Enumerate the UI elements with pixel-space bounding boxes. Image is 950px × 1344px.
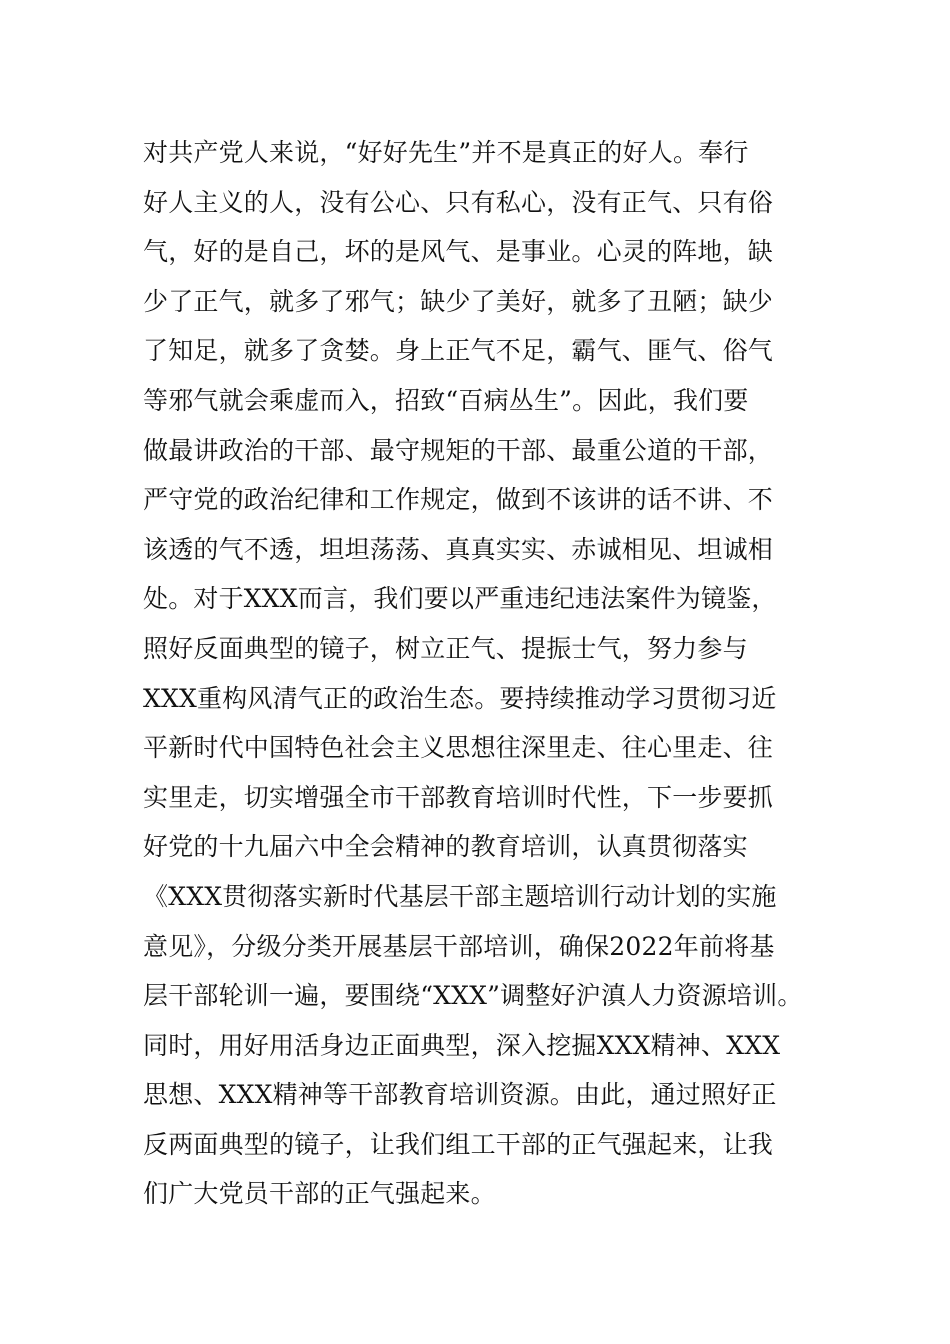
text-line-15: 好党的十九届六中全会精神的教育培训，认真贯彻落实 — [143, 832, 748, 862]
text-line-9: 该透的气不透，坦坦荡荡、真真实实、赤诚相见、坦诚相 — [143, 534, 774, 564]
text-line-3: 气，好的是自己，坏的是风气、是事业。心灵的阵地，缺 — [143, 237, 774, 267]
text-line-19: 同时，用好用活身边正面典型，深入挖掘XXX精神、XXX — [143, 1030, 781, 1060]
text-line-8: 严守党的政治纪律和工作规定，做到不该讲的话不讲、不 — [143, 485, 774, 515]
text-line-6: 等邪气就会乘虚而入，招致“百病丛生”。因此，我们要 — [143, 385, 749, 415]
text-line-11: 照好反面典型的镜子，树立正气、提振士气，努力参与 — [143, 633, 748, 663]
text-line-2: 好人主义的人，没有公心、只有私心，没有正气、只有俗 — [143, 187, 774, 217]
text-line-1: 对共产党人来说，“好好先生”并不是真正的好人。奉行 — [143, 138, 749, 167]
text-line-22: 们广大党员干部的正气强起来。 — [143, 1179, 496, 1209]
text-line-14: 实里走，切实增强全市干部教育培训时代性，下一步要抓 — [143, 782, 774, 812]
text-line-17: 意见》，分级分类开展基层干部培训，确保2022年前将基 — [143, 931, 775, 961]
text-line-21: 反两面典型的镜子，让我们组工干部的正气强起来，让我 — [143, 1129, 774, 1159]
text-line-20: 思想、XXX精神等干部教育培训资源。由此，通过照好正 — [143, 1080, 777, 1110]
text-line-18: 层干部轮训一遍，要围绕“XXX”调整好沪滇人力资源培训。 — [143, 981, 803, 1011]
text-line-4: 少了正气，就多了邪气；缺少了美好，就多了丑陋；缺少 — [143, 286, 774, 316]
text-line-16: 《XXX贯彻落实新时代基层干部主题培训行动计划的实施 — [143, 881, 777, 911]
text-line-13: 平新时代中国特色社会主义思想往深里走、往心里走、往 — [143, 733, 774, 763]
text-line-7: 做最讲政治的干部、最守规矩的干部、最重公道的干部， — [143, 435, 774, 465]
text-line-12: XXX重构风清气正的政治生态。要持续推动学习贯彻习近 — [143, 683, 777, 713]
text-line-5: 了知足，就多了贪婪。身上正气不足，霸气、匪气、俗气 — [143, 336, 774, 366]
text-line-10: 处。对于XXX而言，我们要以严重违纪违法案件为镜鉴， — [143, 584, 777, 614]
body-paragraph — [143, 128, 843, 1219]
